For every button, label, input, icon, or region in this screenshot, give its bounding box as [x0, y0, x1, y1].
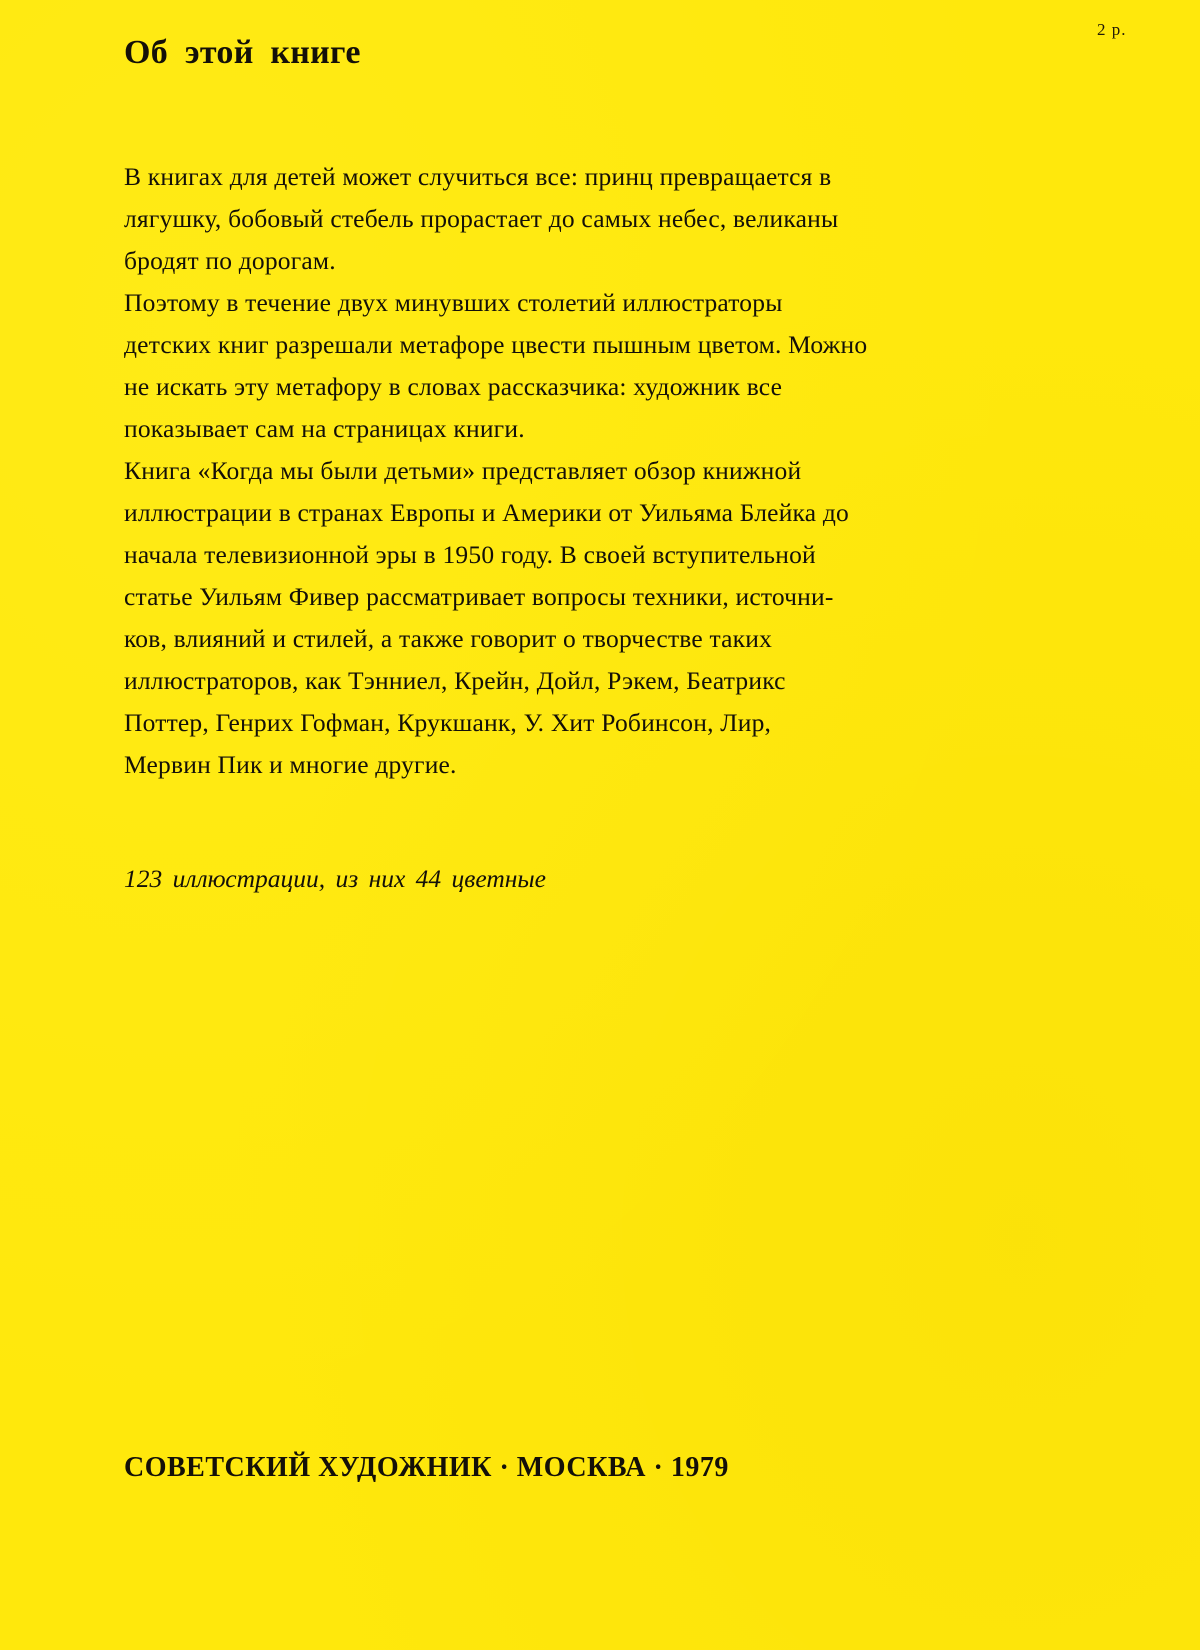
publisher-imprint: СОВЕТСКИЙ ХУДОЖНИК · МОСКВА · 1979 — [124, 1452, 729, 1483]
illustrations-count-note: 123 иллюстрации, из них 44 цветные — [124, 864, 546, 893]
description-line: Поттер, Генрих Гофман, Крукшанк, У. Хит Робинсон, Лир, — [124, 708, 772, 737]
description-line: иллюстрации в странах Европы и Америки от Уильяма Блейка до — [124, 498, 849, 527]
description-line: статье Уильям Фивер рассматривает вопросы техники, источни- — [124, 582, 834, 611]
description-line: ков, влияний и стилей, а также говорит о творчестве таких — [124, 624, 773, 653]
price-label: 2 р. — [1097, 20, 1127, 39]
description-line: начала телевизионной эры в 1950 году. В своей вступительной — [124, 540, 816, 569]
description-text — [124, 156, 1064, 786]
description-line: иллюстраторов, как Тэнниел, Крейн, Дойл, Рэкем, Беатрикс — [124, 666, 786, 695]
description-line: детских книг разрешали метафоре цвести пышным цветом. Можно — [124, 330, 868, 359]
description-line: не искать эту метафору в словах рассказчика: художник все — [124, 372, 783, 401]
description-line: Книга «Когда мы были детьми» представляет обзор книжной — [124, 456, 802, 485]
description-line: лягушку, бобовый стебель прорастает до самых небес, великаны — [124, 204, 839, 233]
description-line: бродят по дорогам. — [124, 246, 336, 275]
page-title: Об этой книге — [124, 34, 361, 71]
description-line: показывает сам на страницах книги. — [124, 414, 525, 443]
description-line: Мервин Пик и многие другие. — [124, 750, 457, 779]
description-line: В книгах для детей может случиться все: принц превращается в — [124, 162, 832, 191]
description-line: Поэтому в течение двух минувших столетий иллюстраторы — [124, 288, 783, 317]
